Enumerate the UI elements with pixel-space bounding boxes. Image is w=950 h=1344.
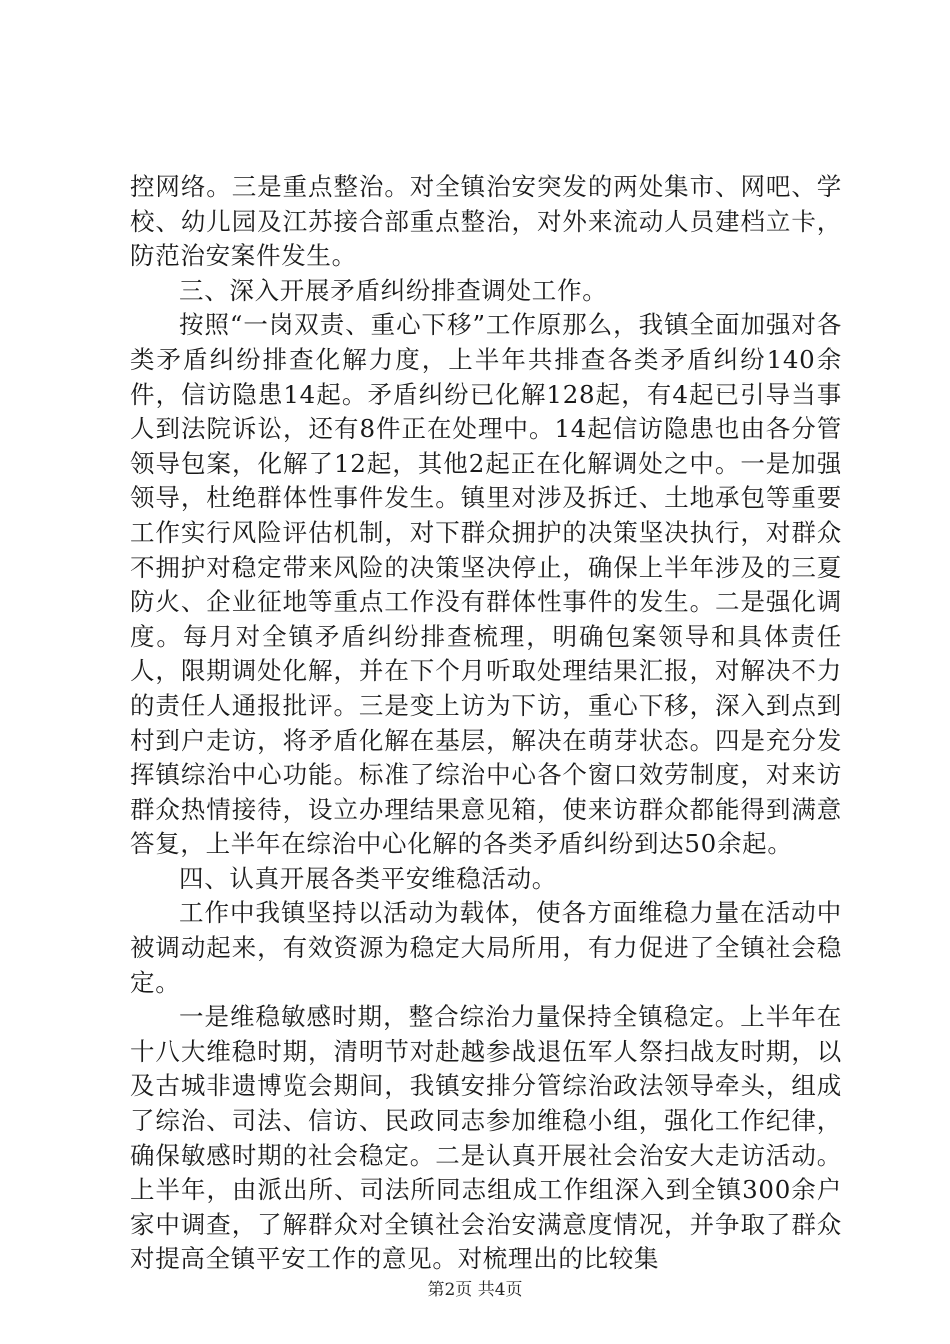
section-heading-four: 四、认真开展各类平安维稳活动。 xyxy=(179,863,557,893)
page-number-footer: 第2页 共4页 xyxy=(427,1280,523,1300)
document-body xyxy=(130,170,842,1277)
section-heading-three: 三、深入开展矛盾纠纷排查调处工作。 xyxy=(179,275,608,305)
paragraph-stability-measures: 一是维稳敏感时期，整合综治力量保持全镇稳定。上半年在十八大维稳时期，清明节对赴越参战退伍军人祭扫战友时期，以及古城非遗博览会期间，我镇安排分管综治政法领导牵头，组成了综治、司法、信访、民政同志参加维稳小组，强化工作纪律，确保敏感时期的社会稳定。二是认真开展社会治安大走访活动。上半年，由派出所、司法所同志组成工作组深入到全镇300余户家中调查，了解群众对全镇社会治安满意度情况，并争取了群众对提高全镇平安工作的意见。对梳理出的比较集 xyxy=(130,1002,842,1274)
paragraph-activities-intro: 工作中我镇坚持以活动为载体，使各方面维稳力量在活动中被调动起来，有效资源为稳定大局所用，有力促进了全镇社会稳定。 xyxy=(130,898,842,997)
paragraph-dispute-resolution: 按照“一岗双责、重心下移”工作原那么，我镇全面加强对各类矛盾纠纷排查化解力度，上半年共排查各类矛盾纠纷140余件，信访隐患14起。矛盾纠纷已化解128起，有4起已引导当事人到法院诉讼，还有8件正在处理中。14起信访隐患也由各分管领导包案，化解了12起，其他2起正在化解调处之中。一是加强领导，杜绝群体性事件发生。镇里对涉及拆迁、土地承包等重要工作实行风险评估机制，对下群众拥护的决策坚决执行，对群众不拥护对稳定带来风险的决策坚决停止，确保上半年涉及的三夏防火、企业征地等重点工作没有群体性事件的发生。二是强化调度。每月对全镇矛盾纠纷排查梳理，明确包案领导和具体责任人，限期调处化解，并在下个月听取处理结果汇报，对解决不力的责任人通报批评。三是变上访为下访，重心下移，深入到点到村到户走访，将矛盾化解在基层，解决在萌芽状态。四是充分发挥镇综治中心功能。标准了综治中心各个窗口效劳制度，对来访群众热情接待，设立办理结果意见箱，使来访群众都能得到满意答复，上半年在综治中心化解的各类矛盾纠纷到达50余起。 xyxy=(130,310,842,859)
paragraph-continuation: 控网络。三是重点整治。对全镇治安突发的两处集市、网吧、学校、幼儿园及江苏接合部重点整治，对外来流动人员建档立卡，防范治安案件发生。 xyxy=(130,172,842,271)
